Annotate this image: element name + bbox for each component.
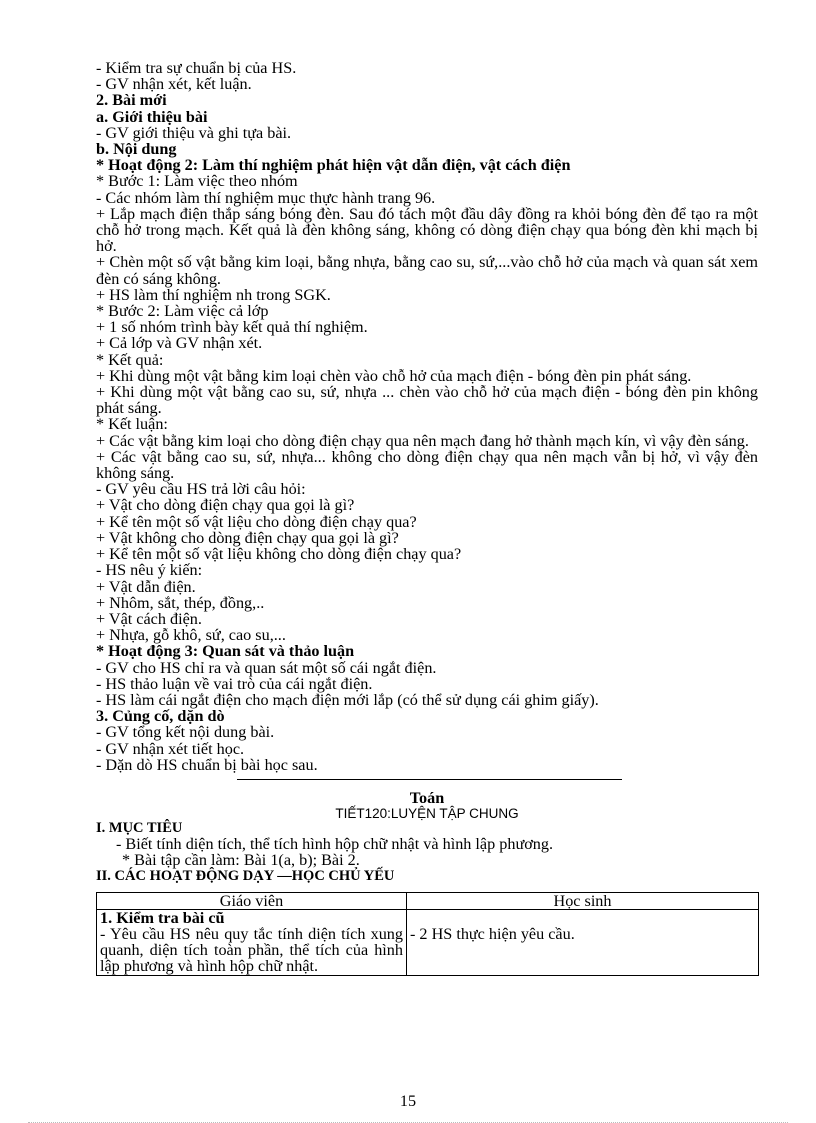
hd2-line: - HS nêu ý kiến: — [96, 561, 203, 580]
intro-line-2: - GV nhận xét, kết luận. — [96, 75, 252, 94]
hd2-paragraph: + Các vật bằng cao su, sứ, nhựa... không cho dòng điện chạy qua nên mạch vẫn bị hở, vì vậy đèn không sáng. — [96, 447, 758, 483]
cung-co-line: - GV nhận xét tiết học. — [96, 739, 245, 758]
hd2-line: + Kể tên một số vật liệu không cho dòng điện chạy qua? — [96, 545, 462, 564]
hd3-line: - GV cho HS chỉ ra và quan sát một số cái ngắt điện. — [96, 658, 437, 677]
gioi-thieu-heading: a. Giới thiệu bài — [96, 107, 208, 126]
lesson-subject: Toán — [409, 788, 445, 807]
muc-tieu-heading: I. MỤC TIÊU — [96, 820, 183, 837]
hd3-line: - HS làm cái ngắt điện cho mạch điện mới lắp (có thể sử dụng cái ghim giấy). — [96, 690, 599, 709]
hd2-paragraph: + Các vật bằng kim loại cho dòng điện chạy qua nên mạch đang hở thành mạch kín, vì vậy đèn sáng. — [96, 431, 749, 450]
bai-moi-heading: 2. Bài mới — [96, 91, 167, 110]
teacher-text: - Yêu cầu HS nêu quy tắc tính diện tích xung quanh, diện tích toàn phần, thể tích của hình lập phương và hình hộp chữ nhật. — [100, 924, 403, 976]
hoat-dong-heading: II. CÁC HOẠT ĐỘNG DẠY —HỌC CHỦ YẾU — [96, 867, 395, 884]
cung-co-line: - GV tổng kết nội dung bài. — [96, 723, 275, 742]
hd2-line: + Vật dẫn điện. — [96, 577, 196, 596]
hd2-line: + HS làm thí nghiệm nh trong SGK. — [96, 285, 331, 304]
teacher-cell — [97, 909, 407, 975]
hoat-dong-2-heading: * Hoạt động 2: Làm thí nghiệm phát hiện vật dẫn điện, vật cách điện — [96, 156, 571, 175]
hd2-line: + Vật cho dòng điện chạy qua gọi là gì? — [96, 496, 355, 515]
col-teacher-header: Giáo viên — [97, 892, 407, 909]
hd2-line: + 1 số nhóm trình bày kết quả thí nghiệm. — [96, 318, 368, 337]
hd2-line: * Bước 1: Làm việc theo nhóm — [96, 172, 298, 191]
hd2-line: - Các nhóm làm thí nghiệm mục thực hành trang 96. — [96, 188, 436, 207]
cung-co-heading: 3. Củng cố, dặn dò — [96, 707, 225, 726]
hd2-line: + Vật cách điện. — [96, 609, 202, 628]
document-page — [96, 60, 758, 976]
row-heading: 1. Kiểm tra bài cũ — [100, 908, 225, 927]
lesson-title: TIẾT120:LUYỆN TẬP CHUNG — [335, 806, 519, 822]
student-text: - 2 HS thực hiện yêu cầu. — [410, 924, 575, 943]
section-divider — [237, 779, 622, 780]
hd2-line: * Bước 2: Làm việc cả lớp — [96, 302, 269, 321]
hd2-line: + Vật không cho dòng điện chạy qua gọi là gì? — [96, 528, 399, 547]
page-number: 15 — [399, 1092, 417, 1110]
hd2-paragraph: + Chèn một số vật bằng kim loại, bằng nhựa, bằng cao su, sứ,...vào chỗ hở của mạch và quan sát xem đèn có sáng không. — [96, 253, 758, 288]
hoat-dong-3-heading: * Hoạt động 3: Quan sát và thảo luận — [96, 642, 355, 661]
gioi-thieu-line: - GV giới thiệu và ghi tựa bài. — [96, 123, 292, 142]
hd2-paragraph: + Lắp mạch điện thắp sáng bóng đèn. Sau đó tách một đầu dây đồng ra khỏi bóng đèn để tạo ra một chỗ hở trong mạch. Kết quả là đèn không sáng, không có dòng điện chạy qua bóng đèn khi mạch bị hở. — [96, 204, 758, 256]
student-cell — [407, 909, 759, 975]
hd2-line: + Nhôm, sắt, thép, đồng,.. — [96, 593, 265, 612]
hd2-paragraph: + Khi dùng một vật bằng kim loại chèn vào chỗ hở của mạch điện - bóng đèn pin phát sáng. — [96, 366, 692, 385]
muc-tieu-line: - Biết tính diện tích, thể tích hình hộp chữ nhật và hình lập phương. — [116, 835, 554, 854]
muc-tieu-line: * Bài tập cần làm: Bài 1(a, b); Bài 2. — [122, 851, 360, 870]
cung-co-line: - Dặn dò HS chuẩn bị bài học sau. — [96, 755, 318, 774]
hd2-line: + Kể tên một số vật liệu cho dòng điện chạy qua? — [96, 512, 417, 531]
hd2-paragraph: + Khi dùng một vật bằng cao su, sứ, nhựa ... chèn vào chỗ hở của mạch điện - bóng đèn pin không phát sáng. — [96, 383, 758, 418]
noi-dung-heading: b. Nội dung — [96, 140, 177, 159]
intro-line-1: - Kiểm tra sự chuẩn bị của HS. — [96, 59, 297, 77]
hd2-line: - GV yêu cầu HS trả lời câu hỏi: — [96, 480, 306, 499]
hd2-line: + Cả lớp và GV nhận xét. — [96, 334, 263, 353]
hd2-line: + Nhựa, gỗ khô, sứ, cao su,... — [96, 626, 286, 645]
hd2-line: * Kết luận: — [96, 415, 168, 434]
hd2-line: * Kết quả: — [96, 350, 164, 369]
hd3-line: - HS thảo luận về vai trò của cái ngắt điện. — [96, 674, 373, 693]
activity-table — [96, 892, 759, 976]
col-student-header: Học sinh — [407, 892, 759, 909]
